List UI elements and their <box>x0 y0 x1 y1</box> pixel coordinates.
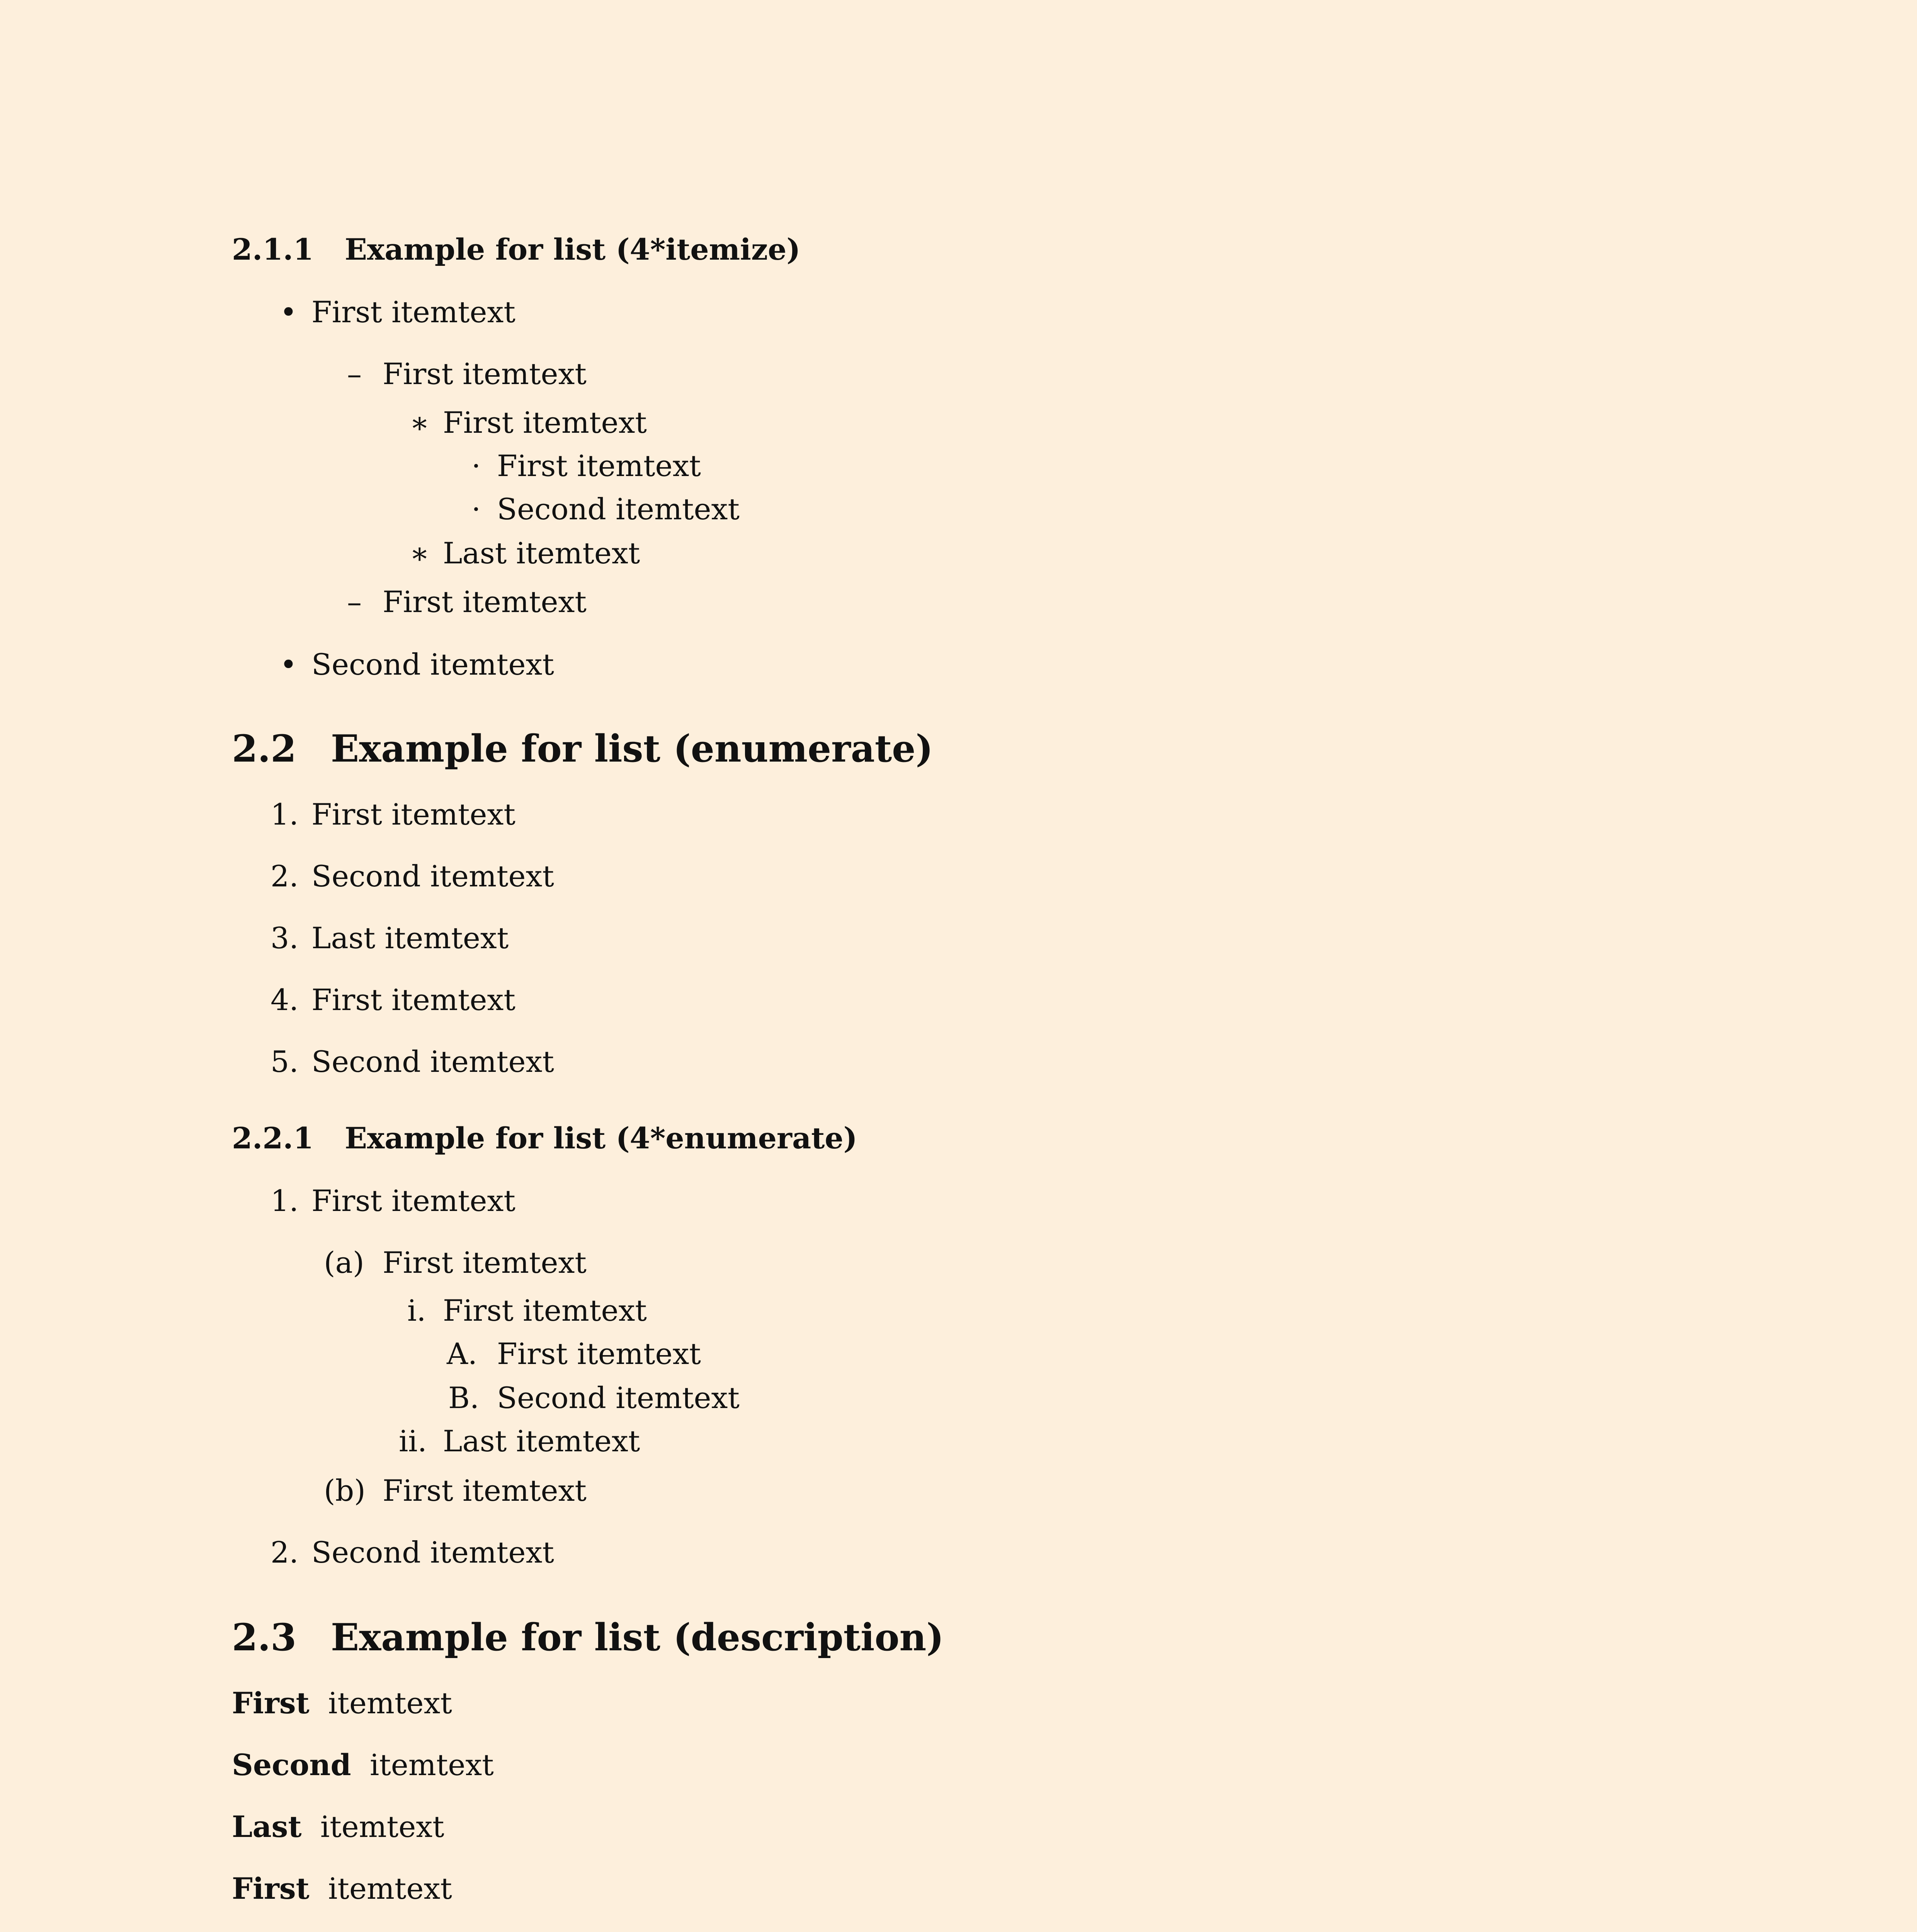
subsection-number-2-1-1: 2.1.1 <box>232 232 314 267</box>
description-label: First <box>232 1871 310 1906</box>
enum-marker: 2. <box>270 1535 299 1570</box>
subsection-title-2-1-1: Example for list (4*itemize) <box>345 232 801 267</box>
enum-marker: B. <box>448 1381 480 1415</box>
enum-marker: (b) <box>324 1473 366 1508</box>
description-item <box>232 1750 494 1780</box>
description-text: itemtext <box>369 1748 494 1782</box>
list-item: First itemtext <box>311 295 515 329</box>
list-item: Last itemtext <box>443 536 640 570</box>
list-item: Second itemtext <box>311 647 554 682</box>
description-item <box>232 1686 452 1720</box>
enum-marker: ii. <box>399 1424 427 1458</box>
list-item: First itemtext <box>311 797 515 832</box>
list-item: Last itemtext <box>311 921 509 955</box>
list-item: Second itemtext <box>311 1535 554 1570</box>
section-title-2-3: Example for list (description) <box>331 1616 944 1659</box>
section-title-2-2: Example for list (enumerate) <box>331 727 933 770</box>
section-number-2-2: 2.2 <box>232 727 297 770</box>
enum-marker: 1. <box>270 1184 299 1218</box>
description-item <box>232 1871 452 1906</box>
bullet-marker: • <box>280 295 297 329</box>
list-item: First itemtext <box>383 357 587 391</box>
list-item: Last itemtext <box>443 1424 640 1458</box>
list-item: First itemtext <box>497 449 701 483</box>
list-item: First itemtext <box>383 1245 587 1280</box>
enum-marker: 2. <box>270 859 299 893</box>
list-item: First itemtext <box>383 585 587 619</box>
description-text: itemtext <box>328 1686 452 1720</box>
section-number-2-3: 2.3 <box>232 1616 297 1659</box>
list-item: First itemtext <box>443 405 647 440</box>
list-item: First itemtext <box>383 1473 587 1508</box>
subsection-number-2-2-1: 2.2.1 <box>232 1121 314 1155</box>
list-item: Second itemtext <box>497 1381 740 1415</box>
list-item: First itemtext <box>443 1293 647 1328</box>
list-item: Second itemtext <box>311 1044 554 1079</box>
enum-marker: A. <box>447 1337 478 1371</box>
description-text: itemtext <box>320 1810 444 1844</box>
enum-marker: 3. <box>270 921 299 955</box>
dash-marker: – <box>347 585 362 619</box>
enum-marker: 4. <box>270 983 299 1017</box>
dot-marker: · <box>471 449 481 483</box>
list-item: First itemtext <box>497 1337 701 1371</box>
description-label: Second <box>232 1748 351 1782</box>
enum-marker: 1. <box>270 797 299 832</box>
enum-marker: i. <box>407 1293 426 1328</box>
asterisk-marker: ∗ <box>410 536 430 570</box>
list-item: First itemtext <box>311 983 515 1017</box>
subsection-title-2-2-1: Example for list (4*enumerate) <box>345 1121 857 1155</box>
asterisk-marker: ∗ <box>410 405 430 440</box>
list-item: Second itemtext <box>311 859 554 893</box>
enum-marker: (a) <box>324 1245 364 1280</box>
description-label: First <box>232 1686 310 1720</box>
description-item <box>232 1812 444 1842</box>
list-item: First itemtext <box>311 1184 515 1218</box>
dot-marker: · <box>471 492 481 526</box>
description-text: itemtext <box>328 1871 452 1906</box>
dash-marker: – <box>347 357 362 391</box>
list-item: Second itemtext <box>497 492 740 526</box>
bullet-marker: • <box>280 647 297 682</box>
description-label: Last <box>232 1810 302 1844</box>
enum-marker: 5. <box>270 1044 299 1079</box>
